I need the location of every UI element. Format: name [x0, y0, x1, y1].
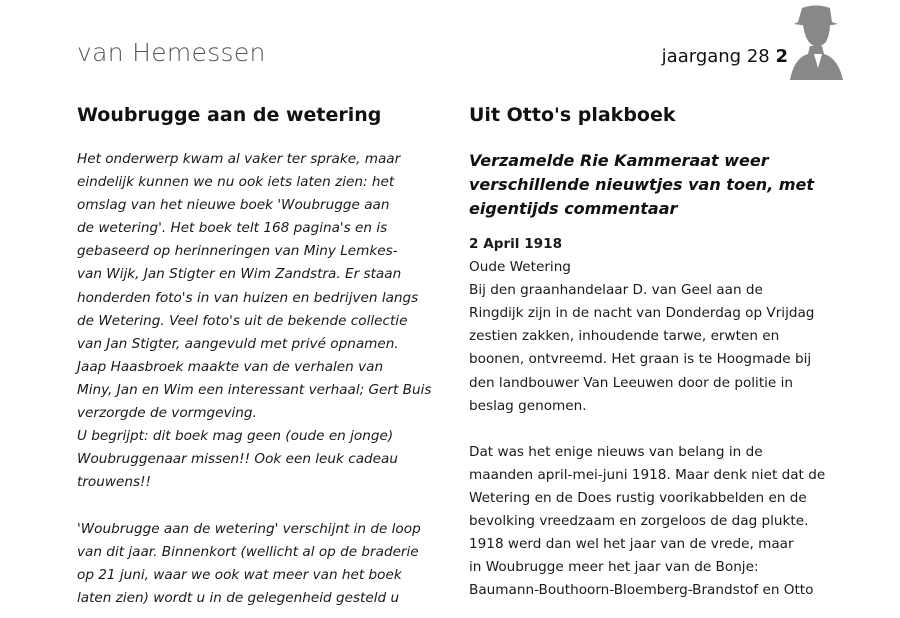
left-article-line — [77, 494, 429, 517]
left-article-line: Het onderwerp kwam al vaker ter sprake, maar — [77, 151, 401, 167]
left-article-line: op 21 juni, waar we ook wat meer van het boek — [77, 566, 402, 583]
right-article — [469, 98, 829, 603]
left-article-line: verzorgde de vormgeving. — [77, 405, 257, 422]
silhouette-man-hat-icon — [788, 2, 844, 80]
right-article-line: boonen, ontvreemd. Het graan is te Hoogmade bij — [469, 351, 812, 368]
left-article-line: Woubruggenaar missen!! Ook een leuk cadeau — [77, 451, 398, 468]
left-article-line: 'Woubrugge aan de wetering' verschijnt in de loop — [77, 520, 421, 537]
right-article-line: den landbouwer Van Leeuwen door de politie in — [469, 374, 794, 391]
right-article-line: Ringdijk zijn in de nacht van Donderdag op Vrijdag — [469, 305, 815, 322]
left-article-line: omslag van het nieuwe boek 'Woubrugge aan — [77, 197, 390, 214]
masthead: van Hemessen — [77, 38, 266, 67]
left-article-line: Jaap Haasbroek maakte van de verhalen van — [77, 358, 384, 375]
left-article-line: Miny, Jan en Wim een interessant verhaal; Gert Buis — [77, 381, 432, 398]
left-article-line: van dit jaar. Binnenkort (wellicht al op de braderie — [77, 543, 419, 560]
left-article-line: laten zien) wordt u in de gelegenheid gesteld u — [77, 589, 400, 606]
right-article-line: 1918 werd dan wel het jaar van de vrede, maar — [469, 536, 794, 553]
left-article-line: honderden foto's in van huizen en bedrijven langs — [77, 289, 419, 306]
right-article-line: Dat was het enige nieuws van belang in de — [469, 443, 763, 460]
right-article-line: Wetering en de Does rustig voorikabbelden en de — [469, 490, 807, 507]
right-article-body — [469, 233, 829, 603]
right-article-line: beslag genomen. — [469, 397, 587, 414]
right-article-line: zestien zakken, inhoudende tarwe, erwten en — [469, 328, 780, 345]
left-article-line: eindelijk kunnen we nu ook iets laten zien: het — [77, 174, 395, 191]
left-article-title: Woubrugge aan de wetering — [77, 104, 382, 126]
right-article-line: bevolking vreedzaam en zorgeloos de dag plukte. — [469, 513, 809, 530]
left-article-line: de wetering'. Het boek telt 168 pagina's en is — [77, 220, 388, 237]
right-article-line — [469, 418, 829, 441]
right-article-intro: Verzamelde Rie Kammeraat weer verschillende nieuwtjes van toen, met eigentijds commentaar — [469, 151, 815, 218]
right-article-line: Bij den graanhandelaar D. van Geel aan de — [469, 282, 763, 299]
left-article-line: van Wijk, Jan Stigter en Wim Zandstra. Er staan — [77, 266, 402, 283]
right-article-title: Uit Otto's plakboek — [469, 104, 676, 126]
left-article-line: U begrijpt: dit boek mag geen (oude en jonge) — [77, 428, 394, 445]
left-article-line: van Jan Stigter, aangevuld met privé opnamen. — [77, 335, 399, 352]
issue-label: jaargang 28 — [661, 46, 770, 67]
right-article-line: Oude Wetering — [469, 259, 571, 276]
article-date: 2 April 1918 — [469, 236, 563, 252]
left-article-body — [77, 148, 432, 610]
left-article-line: de Wetering. Veel foto's uit de bekende collectie — [77, 312, 408, 329]
right-article-line: maanden april-mei-juni 1918. Maar denk niet dat de — [469, 466, 826, 483]
right-article-line: in Woubrugge meer het jaar van de Bonje: — [469, 559, 759, 576]
left-article-line: gebaseerd op herinneringen van Miny Lemkes- — [77, 243, 398, 260]
left-article-line: trouwens!! — [77, 474, 151, 491]
page-number: 2 — [775, 46, 788, 67]
issue-indicator — [662, 46, 788, 67]
left-article — [77, 98, 432, 610]
right-article-line: Baumann-Bouthoorn-Bloemberg-Brandstof en Otto — [469, 582, 814, 599]
